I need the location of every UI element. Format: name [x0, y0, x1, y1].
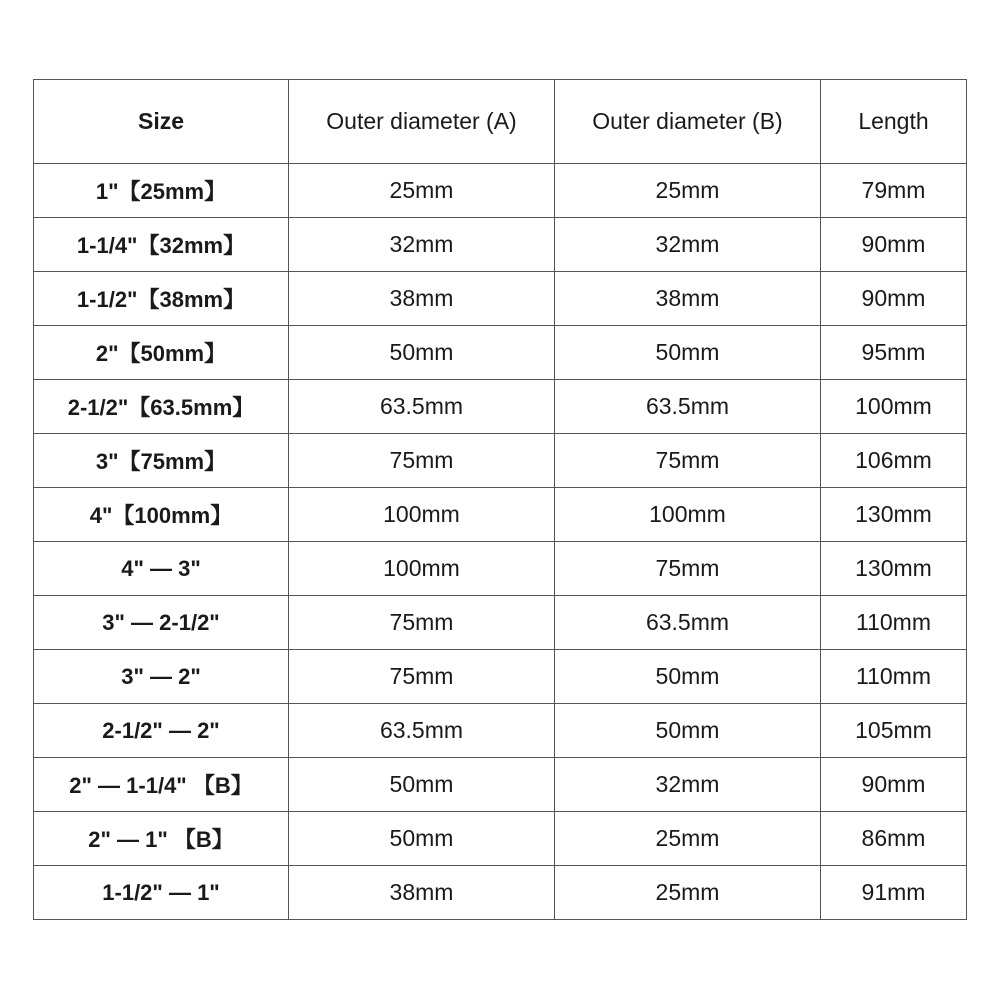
cell-length: 110mm — [821, 596, 967, 650]
header-size: Size — [34, 80, 289, 164]
cell-length: 130mm — [821, 542, 967, 596]
cell-outer-diameter-a: 25mm — [289, 164, 555, 218]
cell-length: 86mm — [821, 812, 967, 866]
cell-outer-diameter-b: 50mm — [555, 704, 821, 758]
cell-size: 3" — 2-1/2" — [34, 596, 289, 650]
cell-outer-diameter-b: 50mm — [555, 326, 821, 380]
cell-length: 95mm — [821, 326, 967, 380]
cell-length: 106mm — [821, 434, 967, 488]
table-row — [34, 758, 967, 812]
cell-length: 130mm — [821, 488, 967, 542]
cell-length: 90mm — [821, 758, 967, 812]
cell-length: 90mm — [821, 272, 967, 326]
cell-outer-diameter-b: 63.5mm — [555, 380, 821, 434]
cell-size: 4" — 3" — [34, 542, 289, 596]
cell-size: 2-1/2"【63.5mm】 — [34, 380, 289, 434]
cell-size: 1-1/2"【38mm】 — [34, 272, 289, 326]
table-row — [34, 650, 967, 704]
cell-size: 2" — 1-1/4" 【B】 — [34, 758, 289, 812]
cell-outer-diameter-a: 50mm — [289, 812, 555, 866]
table-row — [34, 218, 967, 272]
cell-outer-diameter-a: 75mm — [289, 650, 555, 704]
cell-size: 2-1/2" — 2" — [34, 704, 289, 758]
cell-size: 1-1/4"【32mm】 — [34, 218, 289, 272]
cell-outer-diameter-a: 50mm — [289, 758, 555, 812]
cell-size: 4"【100mm】 — [34, 488, 289, 542]
cell-length: 105mm — [821, 704, 967, 758]
cell-outer-diameter-b: 50mm — [555, 650, 821, 704]
cell-outer-diameter-b: 32mm — [555, 758, 821, 812]
header-outer-diameter-b: Outer diameter (B) — [555, 80, 821, 164]
cell-outer-diameter-a: 100mm — [289, 542, 555, 596]
cell-length: 110mm — [821, 650, 967, 704]
cell-outer-diameter-a: 38mm — [289, 272, 555, 326]
cell-outer-diameter-a: 63.5mm — [289, 380, 555, 434]
cell-length: 100mm — [821, 380, 967, 434]
cell-size: 1"【25mm】 — [34, 164, 289, 218]
cell-outer-diameter-a: 63.5mm — [289, 704, 555, 758]
cell-outer-diameter-b: 75mm — [555, 434, 821, 488]
cell-outer-diameter-a: 38mm — [289, 866, 555, 920]
header-outer-diameter-a: Outer diameter (A) — [289, 80, 555, 164]
table-row — [34, 812, 967, 866]
cell-outer-diameter-b: 25mm — [555, 812, 821, 866]
cell-length: 90mm — [821, 218, 967, 272]
header-length: Length — [821, 80, 967, 164]
cell-outer-diameter-a: 75mm — [289, 596, 555, 650]
cell-size: 2" — 1" 【B】 — [34, 812, 289, 866]
cell-size: 2"【50mm】 — [34, 326, 289, 380]
cell-outer-diameter-b: 75mm — [555, 542, 821, 596]
cell-size: 1-1/2" — 1" — [34, 866, 289, 920]
cell-outer-diameter-a: 75mm — [289, 434, 555, 488]
cell-length: 79mm — [821, 164, 967, 218]
table-row — [34, 704, 967, 758]
cell-outer-diameter-b: 32mm — [555, 218, 821, 272]
size-table — [33, 79, 967, 920]
table-row — [34, 488, 967, 542]
cell-outer-diameter-b: 63.5mm — [555, 596, 821, 650]
table-row — [34, 272, 967, 326]
cell-outer-diameter-a: 32mm — [289, 218, 555, 272]
table-row — [34, 164, 967, 218]
cell-outer-diameter-a: 100mm — [289, 488, 555, 542]
cell-outer-diameter-b: 38mm — [555, 272, 821, 326]
cell-size: 3" — 2" — [34, 650, 289, 704]
cell-outer-diameter-b: 25mm — [555, 164, 821, 218]
table-row — [34, 866, 967, 920]
table-row — [34, 380, 967, 434]
cell-outer-diameter-a: 50mm — [289, 326, 555, 380]
cell-outer-diameter-b: 100mm — [555, 488, 821, 542]
table-row — [34, 434, 967, 488]
table-row — [34, 326, 967, 380]
header-row — [34, 80, 967, 164]
table-row — [34, 596, 967, 650]
table-row — [34, 542, 967, 596]
cell-length: 91mm — [821, 866, 967, 920]
cell-outer-diameter-b: 25mm — [555, 866, 821, 920]
cell-size: 3"【75mm】 — [34, 434, 289, 488]
